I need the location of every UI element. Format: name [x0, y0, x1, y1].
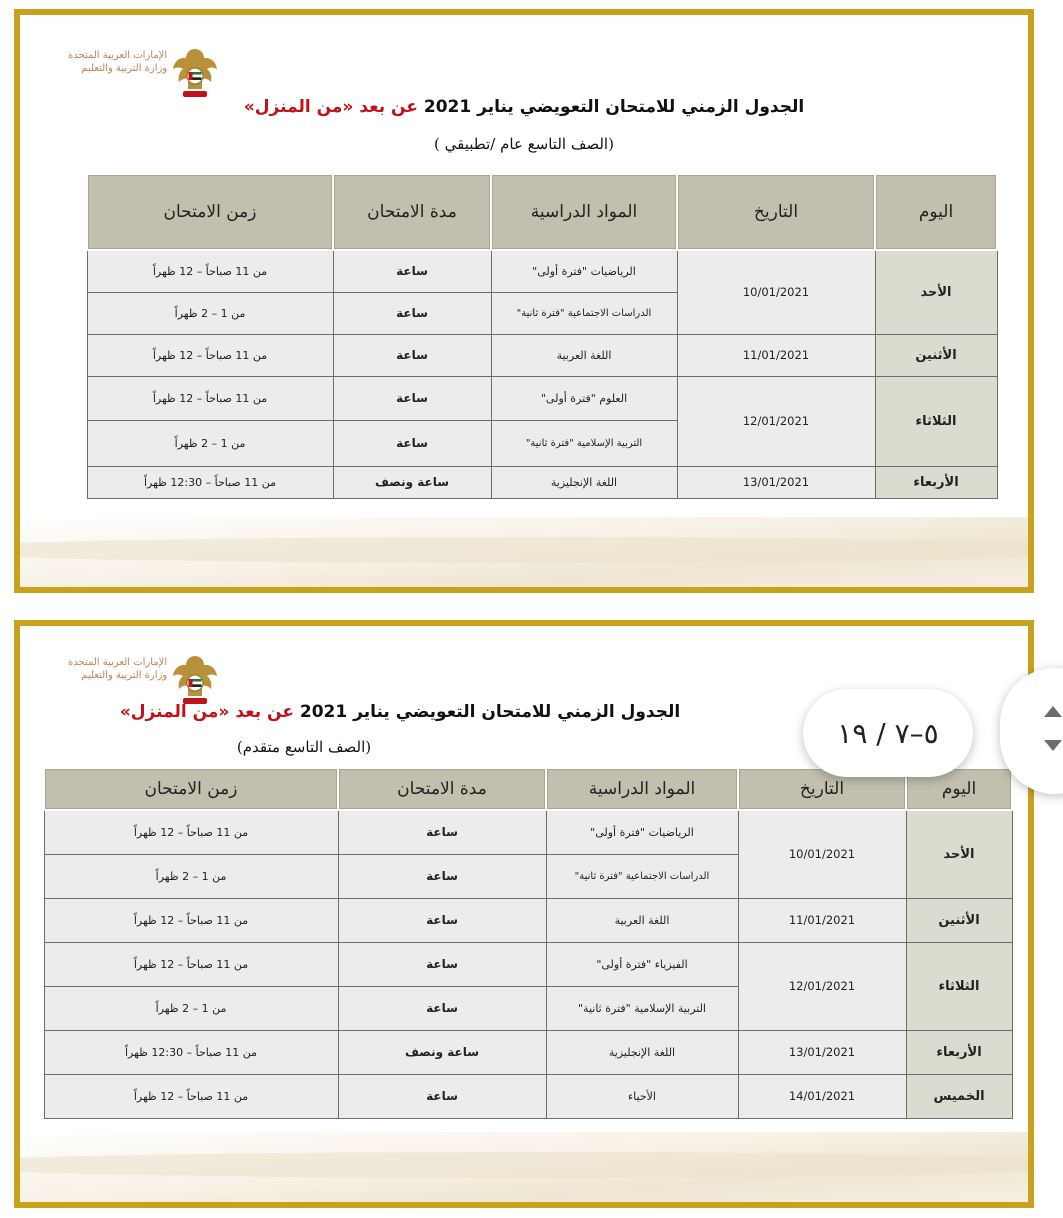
decorative-band: [20, 517, 1028, 587]
duration-cell: ساعة: [338, 854, 546, 898]
duration-cell: ساعة: [338, 810, 546, 854]
schedule-slide-general: [14, 9, 1034, 593]
time-cell: من 11 صباحاً – 12 ظهراً: [44, 898, 338, 942]
subject-cell: الفيزياء "فترة أولى": [546, 942, 738, 986]
table-row: [44, 1074, 1012, 1118]
duration-cell: ساعة ونصف: [338, 1030, 546, 1074]
date-cell: 11/01/2021: [677, 334, 875, 376]
subject-cell: الأحياء: [546, 1074, 738, 1118]
uae-emblem-icon: [171, 652, 219, 708]
duration-cell: ساعة: [338, 898, 546, 942]
duration-cell: ساعة: [338, 942, 546, 986]
day-cell: الأحد: [906, 810, 1012, 898]
table-row: [87, 466, 997, 498]
duration-cell: ساعة: [333, 250, 491, 292]
subject-cell: العلوم "فترة أولى": [491, 376, 677, 420]
date-cell: 10/01/2021: [738, 810, 906, 898]
title-remote: عن بعد «من المنزل»: [119, 702, 294, 722]
day-cell: الأربعاء: [906, 1030, 1012, 1074]
day-cell: الخميس: [906, 1074, 1012, 1118]
title-main: الجدول الزمني للامتحان التعويضي يناير 2021: [299, 702, 681, 722]
table-row: [87, 376, 997, 420]
column-header-duration: مدة الامتحان: [333, 174, 491, 250]
time-cell: من 11 صباحاً – 12 ظهراً: [87, 376, 333, 420]
ministry-name: [68, 656, 167, 682]
date-cell: 13/01/2021: [677, 466, 875, 498]
table-row: [44, 898, 1012, 942]
exam-schedule-table: [43, 767, 1013, 1119]
time-cell: من 11 صباحاً – 12:30 ظهراً: [87, 466, 333, 498]
column-header-day: اليوم: [875, 174, 997, 250]
uae-emblem-icon: [171, 45, 219, 101]
exam-schedule-table: [86, 173, 998, 499]
table-row: [87, 334, 997, 376]
table-row: [44, 1030, 1012, 1074]
ministry-name-line2: وزارة التربية والتعليم: [81, 63, 168, 74]
time-cell: من 1 – 2 ظهراً: [87, 420, 333, 466]
table-row: [44, 810, 1012, 854]
time-cell: من 1 – 2 ظهراً: [44, 854, 338, 898]
duration-cell: ساعة: [338, 1074, 546, 1118]
column-header-time: زمن الامتحان: [87, 174, 333, 250]
column-header-subject: المواد الدراسية: [491, 174, 677, 250]
scroll-down-arrow-icon[interactable]: [1044, 740, 1062, 751]
duration-cell: ساعة: [333, 376, 491, 420]
day-cell: الثلاثاء: [906, 942, 1012, 1030]
time-cell: من 1 – 2 ظهراً: [44, 986, 338, 1030]
ministry-logo: [68, 45, 219, 101]
decorative-band: [20, 1132, 1028, 1202]
day-cell: الأثنين: [875, 334, 997, 376]
title-main: الجدول الزمني للامتحان التعويضي يناير 2021: [423, 97, 805, 117]
subject-cell: اللغة العربية: [491, 334, 677, 376]
page-indicator-label: [803, 689, 973, 777]
table-row: [87, 250, 997, 292]
time-cell: من 1 – 2 ظهراً: [87, 292, 333, 334]
date-cell: 13/01/2021: [738, 1030, 906, 1074]
scroll-up-arrow-icon[interactable]: [1044, 706, 1062, 717]
ministry-name-line2: وزارة التربية والتعليم: [81, 670, 168, 681]
ministry-name-line1: الإمارات العربية المتحدة: [68, 50, 168, 61]
day-cell: الأثنين: [906, 898, 1012, 942]
title-remote: عن بعد «من المنزل»: [243, 97, 418, 117]
ministry-name-line1: الإمارات العربية المتحدة: [68, 657, 168, 668]
schedule-title: [20, 702, 780, 722]
grade-subtitle: (الصف التاسع عام /تطبيقي ): [434, 135, 614, 153]
subject-cell: الرياضيات "فترة أولى": [491, 250, 677, 292]
day-cell: الأربعاء: [875, 466, 997, 498]
table-header-row: [87, 174, 997, 250]
column-header-time: زمن الامتحان: [44, 768, 338, 810]
duration-cell: ساعة: [333, 420, 491, 466]
time-cell: من 11 صباحاً – 12 ظهراً: [87, 250, 333, 292]
date-cell: 14/01/2021: [738, 1074, 906, 1118]
time-cell: من 11 صباحاً – 12 ظهراً: [44, 942, 338, 986]
date-cell: 11/01/2021: [738, 898, 906, 942]
time-cell: من 11 صباحاً – 12 ظهراً: [44, 810, 338, 854]
duration-cell: ساعة: [333, 334, 491, 376]
duration-cell: ساعة ونصف: [333, 466, 491, 498]
day-cell: الأحد: [875, 250, 997, 334]
subject-cell: التربية الإسلامية "فترة ثانية": [491, 420, 677, 466]
ministry-logo: [68, 652, 219, 708]
column-header-day: اليوم: [906, 768, 1012, 810]
day-cell: الثلاثاء: [875, 376, 997, 466]
time-cell: من 11 صباحاً – 12 ظهراً: [87, 334, 333, 376]
subject-cell: الرياضيات "فترة أولى": [546, 810, 738, 854]
column-header-subject: المواد الدراسية: [546, 768, 738, 810]
schedule-title: [20, 97, 1028, 117]
subject-cell: اللغة العربية: [546, 898, 738, 942]
duration-cell: ساعة: [338, 986, 546, 1030]
duration-cell: ساعة: [333, 292, 491, 334]
date-cell: 10/01/2021: [677, 250, 875, 334]
time-cell: من 11 صباحاً – 12:30 ظهراً: [44, 1030, 338, 1074]
grade-subtitle: (الصف التاسع متقدم): [236, 738, 372, 756]
date-cell: 12/01/2021: [677, 376, 875, 466]
subject-cell: الدراسات الاجتماعية "فترة ثانية": [546, 854, 738, 898]
column-header-duration: مدة الامتحان: [338, 768, 546, 810]
time-cell: من 11 صباحاً – 12 ظهراً: [44, 1074, 338, 1118]
ministry-name: [68, 49, 167, 75]
subject-cell: اللغة الإنجليزية: [546, 1030, 738, 1074]
subject-cell: اللغة الإنجليزية: [491, 466, 677, 498]
subject-cell: الدراسات الاجتماعية "فترة ثانية": [491, 292, 677, 334]
table-row: [44, 942, 1012, 986]
subject-cell: التربية الإسلامية "فترة ثانية": [546, 986, 738, 1030]
column-header-date: التاريخ: [677, 174, 875, 250]
date-cell: 12/01/2021: [738, 942, 906, 1030]
column-header-date: التاريخ: [738, 768, 906, 810]
page-indicator-text: ٥–٧ / ١٩: [837, 716, 939, 750]
